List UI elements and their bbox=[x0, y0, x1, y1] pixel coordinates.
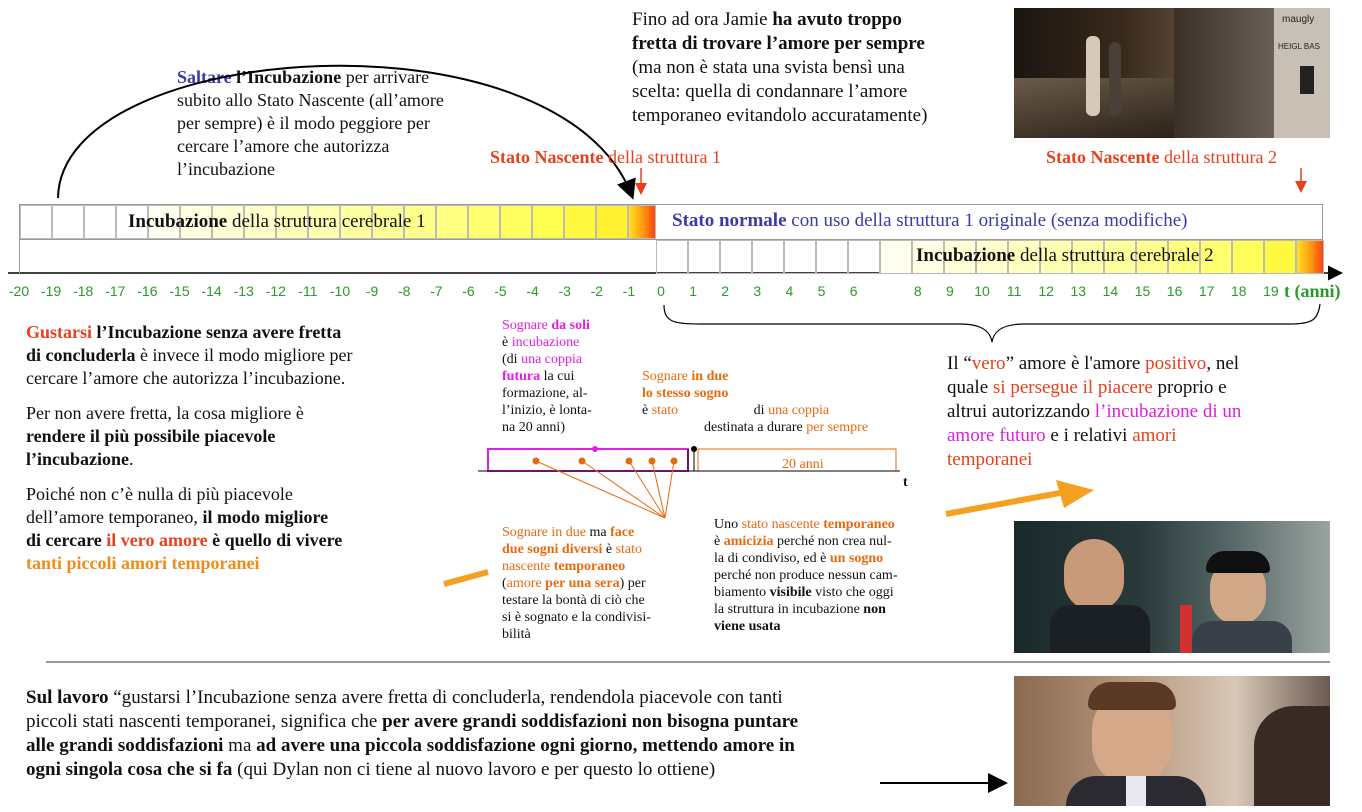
brace bbox=[664, 304, 1320, 342]
axis-tick-label: -19 bbox=[40, 283, 62, 299]
orange-arrow-left bbox=[444, 572, 488, 584]
axis-tick-label: 17 bbox=[1198, 283, 1215, 299]
temporary-state-note: Uno stato nascente temporaneo è amicizia perché non crea nul- la di condiviso, ed è un sogno perché non produce nessun cam- biamento visibile visto che oggi la struttura in incubazione non viene usata bbox=[714, 517, 898, 634]
axis-tick-label: 1 bbox=[689, 283, 697, 299]
axis-tick-label: -3 bbox=[558, 283, 571, 299]
axis-tick-label: 12 bbox=[1038, 283, 1054, 299]
axis-tick-label: 19 bbox=[1263, 283, 1279, 299]
axis-tick-label: -1 bbox=[622, 283, 636, 299]
axis-tick-label: 15 bbox=[1134, 283, 1151, 299]
axis-tick-label: 3 bbox=[753, 283, 762, 299]
photo-sign-text-2: HEIGL BAS bbox=[1278, 42, 1320, 51]
incubation-2-label: Incubazione della struttura cerebrale 2 bbox=[916, 245, 1214, 266]
sn2-label: Stato Nascente della struttura 2 bbox=[1046, 147, 1277, 167]
skip-arc bbox=[58, 66, 632, 198]
skip-incubation-note: Saltare l’Incubazione per arrivare subito allo Stato Nascente (all’amore per sempre) è il modo peggiore per cercare l’amore che autorizza l’incubazione bbox=[177, 67, 444, 179]
timeline-row-1 bbox=[19, 204, 1323, 240]
axis-tick-label: -14 bbox=[201, 283, 222, 299]
dream-two-note: Sognare in due lo stesso sogno è stato di una coppia destinata a durare per sempre bbox=[642, 369, 869, 435]
two-friends-photo bbox=[1014, 521, 1330, 653]
axis-tick-label: -12 bbox=[265, 283, 286, 299]
axis-tick-label: -7 bbox=[430, 283, 443, 299]
dylan-photo bbox=[1014, 676, 1330, 806]
axis-tick-label: -15 bbox=[169, 283, 190, 299]
axis-tick-label: -17 bbox=[105, 283, 126, 299]
true-love-note: Il “vero” amore è l'amore positivo, nel quale si persegue il piacere proprio e altrui autorizzando l’incubazione di un amore futuro e i relativi amori temporanei bbox=[947, 353, 1242, 470]
axis-tick-label: 13 bbox=[1070, 283, 1087, 299]
axis-tick-label: -4 bbox=[526, 283, 539, 299]
axis-tick-label: -5 bbox=[494, 283, 507, 299]
axis-tick-label: -16 bbox=[137, 283, 158, 299]
axis-tick-label: -6 bbox=[462, 283, 475, 299]
sn1-label: Stato Nascente della struttura 1 bbox=[490, 147, 721, 167]
axis-tick-label: -20 bbox=[8, 283, 30, 299]
axis-tick-label: -18 bbox=[73, 283, 94, 299]
normal-state-label: Stato normale con uso della struttura 1 originale (senza modifiche) bbox=[672, 210, 1188, 231]
axis-tick-label: -10 bbox=[329, 283, 351, 299]
axis-tick-label: 6 bbox=[849, 283, 858, 299]
axis-tick-label: -9 bbox=[365, 283, 379, 299]
timeline-row-2 bbox=[19, 240, 1323, 274]
jamie-note: Fino ad ora Jamie ha avuto troppo fretta di trovare l’amore per sempre (ma non è stata una svista bensì una scelta: quella di condannare l’amore temporaneo evitandolo accuratamente) bbox=[632, 9, 928, 126]
axis-tick-label: 11 bbox=[1006, 283, 1022, 299]
axis-tick-label: 4 bbox=[785, 283, 794, 299]
axis-unit-label: t (anni) bbox=[1284, 281, 1341, 301]
mini-incubation-box bbox=[488, 449, 688, 471]
axis-tick-label: 2 bbox=[721, 283, 730, 299]
work-note: Sul lavoro “gustarsi l’Incubazione senza avere fretta di concluderla, rendendola piacevole con tanti piccoli stati nascenti temporanei, significa che per avere grandi soddisfazioni non bisogna puntare alle grandi soddisfazioni ma ad avere una piccola soddisfazione ogni giorno, mettendo amore in ogni singola cosa che si fa (qui Dylan non ci tiene al nuovo lavoro e per questo lo ottiene) bbox=[26, 687, 799, 780]
axis-tick-label: -2 bbox=[590, 283, 604, 299]
dream-different-note: Sognare in due ma face due sogni diversi è stato nascente temporaneo (amore per una sera) per testare la bontà di ciò che si è sognato e la condivisi- bilità bbox=[502, 525, 651, 642]
axis-tick-label: 8 bbox=[913, 283, 922, 299]
axis-tick-label: -8 bbox=[397, 283, 411, 299]
axis-tick-label: 5 bbox=[817, 283, 826, 299]
axis-tick-label: -11 bbox=[298, 283, 318, 299]
axis-tick-label: 0 bbox=[657, 283, 665, 299]
axis-tick-label: 16 bbox=[1166, 283, 1183, 299]
incubation-1-label: Incubazione della struttura cerebrale 1 bbox=[128, 211, 426, 232]
dream-alone-note: Sognare da soli è incubazione (di una coppia futura la cui formazione, al- l’inizio, è lonta- na 20 anni) bbox=[502, 318, 592, 435]
mini-20-years: 20 anni bbox=[782, 457, 824, 472]
orange-arrow-right bbox=[946, 493, 1060, 514]
axis-tick-label: -13 bbox=[233, 283, 254, 299]
left-explanation: Gustarsi l’Incubazione senza avere fretta di concluderla è invece il modo migliore per cercare l’amore che autorizza l’incubazione. Per non avere fretta, la cosa migliore è rendere il più possibile piacevole l’incubazione. Poiché non c’è nulla di più piacevole dell’amore temporaneo, il modo migliore di cercare il vero amore è quello di vivere tanti piccoli amori temporanei bbox=[26, 322, 353, 573]
axis-tick-label: 14 bbox=[1102, 283, 1119, 299]
photo-sign-text: maugly bbox=[1282, 14, 1315, 25]
axis-tick-label: 18 bbox=[1231, 283, 1247, 299]
axis-tick-label: 9 bbox=[945, 283, 954, 299]
mini-t-label: t bbox=[903, 475, 908, 490]
axis-tick-label: 10 bbox=[974, 283, 990, 299]
